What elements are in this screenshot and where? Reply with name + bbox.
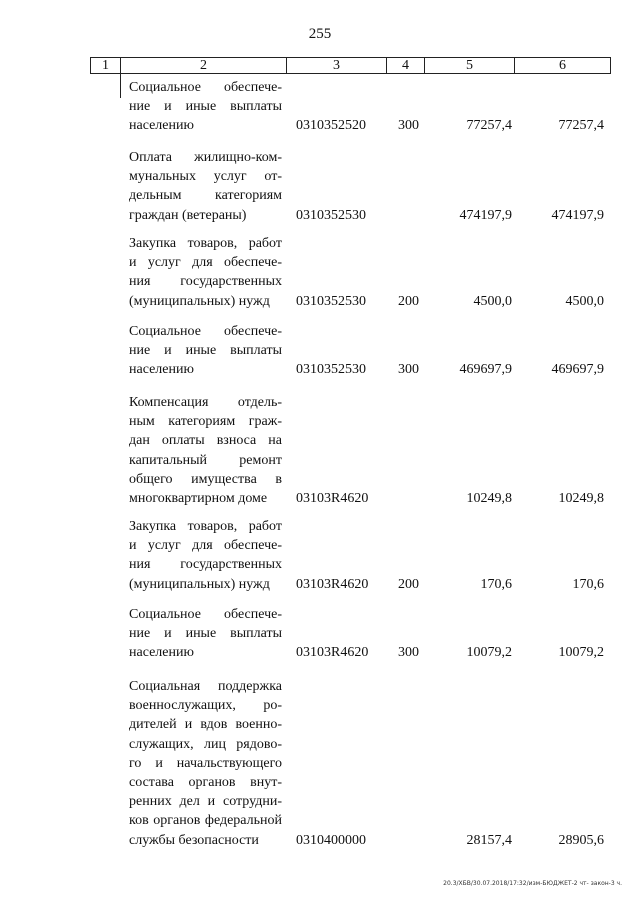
row-name	[129, 517, 282, 594]
row-code: 03103R4620	[296, 491, 369, 506]
row-name-line: ние и иные выплаты	[129, 343, 282, 359]
row-name-line: многоквартирном доме	[129, 491, 268, 507]
row-name-line: службы безопасности	[129, 832, 259, 848]
row-name-line: состава органов внут-	[129, 775, 282, 791]
row-amount-col6: 10249,8	[558, 491, 604, 506]
row-name-line: Закупка товаров, работ	[129, 236, 282, 251]
row-expense-type: 200	[398, 293, 419, 309]
row-code: 0310400000	[296, 832, 366, 848]
header-col-5: 5	[425, 58, 515, 73]
row-code: 03103R4620	[296, 576, 369, 592]
row-name-line: Закупка товаров, работ	[129, 519, 282, 534]
row-name-line: ренних дел и сотрудни-	[129, 794, 282, 810]
row-name-line: и услуг для обеспече-	[129, 255, 282, 271]
row-amount-col5: 170,6	[480, 576, 512, 592]
row-expense-type: 300	[398, 645, 419, 661]
header-col-2: 2	[121, 58, 287, 73]
row-name-line: населению	[129, 645, 194, 661]
row-name-line: (муниципальных) нужд	[129, 293, 270, 309]
row-name-line: Социальная поддержка	[129, 679, 282, 694]
row-name	[129, 322, 282, 380]
header-col-1: 1	[91, 58, 121, 73]
row-name	[129, 78, 282, 136]
row-amount-col5: 28157,4	[466, 832, 512, 848]
row-name-line: Компенсация отдель-	[129, 395, 282, 410]
row-name	[129, 234, 282, 311]
row-amount-col5: 4500,0	[473, 293, 512, 309]
row-amount-col5: 474197,9	[459, 207, 512, 223]
row-name-line: и услуг для обеспече-	[129, 538, 282, 554]
row-name-line: го и начальствующего	[129, 755, 282, 771]
row-expense-type: 300	[398, 118, 419, 134]
row-name-line: мунальных услуг от-	[129, 169, 282, 185]
row-expense-type: 200	[398, 576, 419, 592]
row-name-line: ния государственных	[129, 557, 282, 573]
row-name-line: граждан (ветераны)	[129, 207, 247, 223]
header-col-3: 3	[287, 58, 387, 73]
row-code: 0310352530	[296, 362, 366, 378]
row-name-line: общего имущества в	[129, 471, 282, 487]
row-code: 03103R4620	[296, 645, 369, 661]
row-name-line: населению	[129, 362, 194, 378]
row-name-line: военнослужащих, ро-	[129, 698, 282, 714]
row-name-line: населению	[129, 118, 194, 134]
row-name	[129, 393, 282, 508]
page-number: 255	[308, 26, 332, 42]
row-amount-col6: 10079,2	[558, 645, 604, 661]
row-expense-type: 300	[398, 362, 419, 378]
header-col-6: 6	[559, 58, 566, 73]
row-name-line: дителей и вдов военно-	[129, 717, 282, 733]
row-name-line: капитальный ремонт	[129, 452, 282, 468]
row-amount-col6: 170,6	[572, 576, 604, 592]
row-amount-col5: 10249,8	[466, 491, 512, 506]
row-name-line: ния государственных	[129, 274, 282, 290]
row-amount-col6: 474197,9	[551, 207, 604, 223]
row-name-line: ков органов федеральной	[129, 813, 282, 829]
row-amount-col5: 10079,2	[466, 645, 512, 661]
row-amount-col6: 77257,4	[558, 118, 604, 134]
row-name-line: ние и иные выплаты	[129, 626, 282, 642]
row-code: 0310352520	[296, 118, 366, 134]
column-divider	[120, 74, 121, 98]
row-name-line: Оплата жилищно-ком-	[129, 150, 282, 165]
row-code: 0310352530	[296, 293, 366, 309]
row-amount-col6: 469697,9	[551, 362, 604, 378]
row-name	[129, 148, 282, 225]
table-header-row	[90, 57, 611, 74]
row-name-line: Социальное обеспече-	[129, 324, 282, 339]
row-name-line: ние и иные выплаты	[129, 99, 282, 115]
row-code: 0310352530	[296, 207, 366, 223]
row-name	[129, 677, 282, 850]
row-name-line: (муниципальных) нужд	[129, 576, 270, 592]
row-name	[129, 605, 282, 663]
footer-stamp: 20.3/ХБВ/30.07.2018/17:32/изм-БЮДЖЕТ-2 чт- закон-3 ч.	[443, 880, 622, 887]
row-amount-col5: 77257,4	[466, 118, 512, 134]
row-name-line: Социальное обеспече-	[129, 80, 282, 95]
row-name-line: ным категориям граж-	[129, 414, 282, 430]
row-name-line: дельным категориям	[129, 188, 282, 204]
row-amount-col6: 28905,6	[558, 832, 604, 848]
row-name-line: Социальное обеспече-	[129, 607, 282, 622]
row-amount-col6: 4500,0	[565, 293, 604, 309]
header-col-4: 4	[387, 58, 425, 73]
row-name-line: служащих, лиц рядово-	[129, 736, 282, 752]
row-amount-col5: 469697,9	[459, 362, 512, 378]
row-name-line: дан оплаты взноса на	[129, 433, 282, 449]
